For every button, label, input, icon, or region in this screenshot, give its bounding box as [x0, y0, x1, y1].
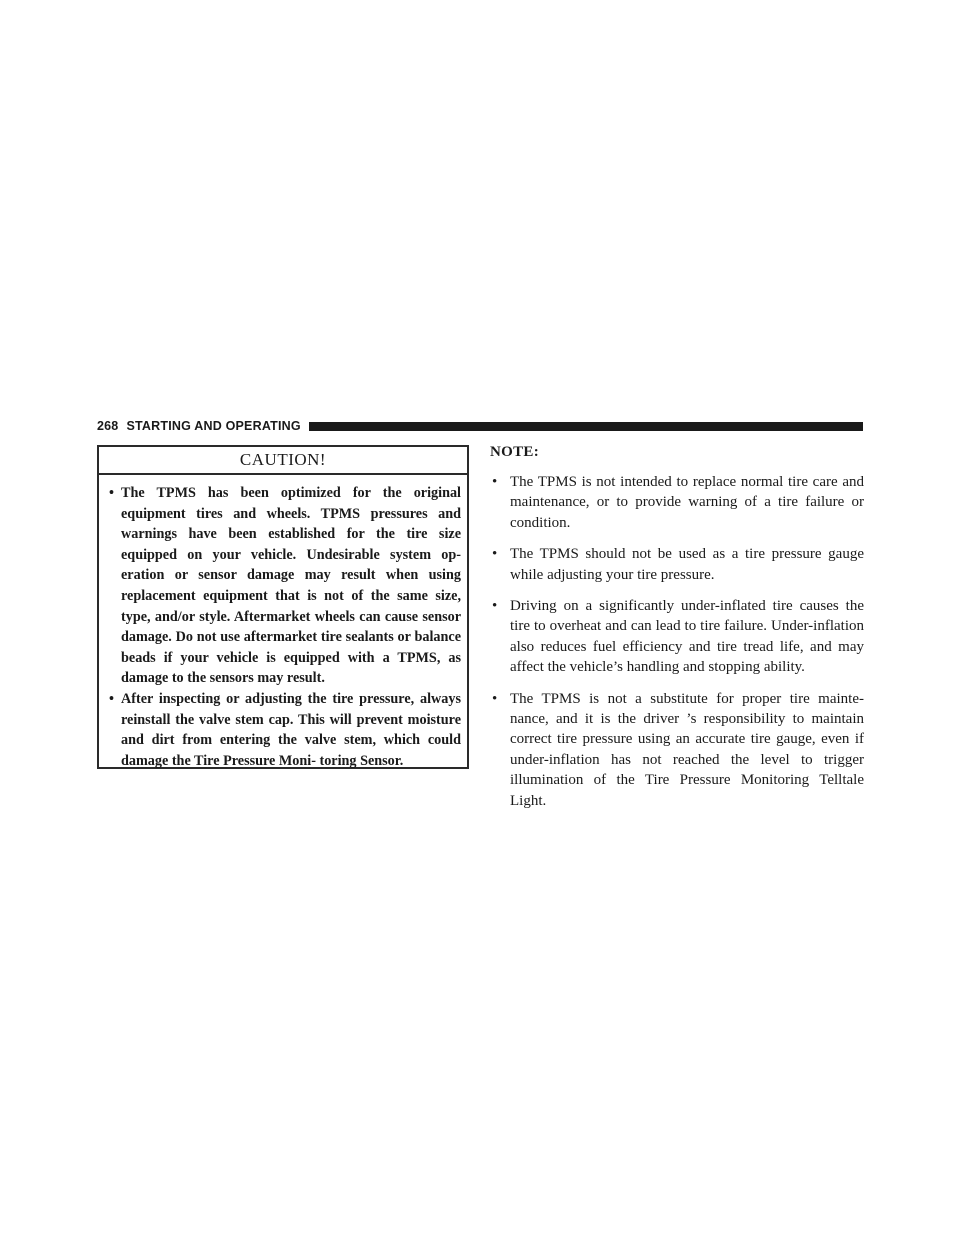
note-item — [490, 689, 864, 811]
note-item-text: Driving on a significantly under-inflated tire causes the tire to overheat and can lead to tire failure. Under-inflation also reduces fuel efficiency and tire tread life, and may affect the vehicle’s handling and stopping ability. — [510, 598, 864, 676]
page-number: 268 — [97, 419, 119, 433]
bullet-icon: • — [492, 546, 498, 563]
caution-list — [99, 475, 467, 771]
note-item — [490, 544, 864, 585]
caution-box — [97, 445, 469, 769]
note-label: NOTE: — [490, 444, 540, 460]
caution-item-text: After inspecting or adjusting the tire pressure, always reinstall the valve stem cap. This will prevent moisture and dirt from entering the valve stem, which could damage the Tire Pressure Moni- toring Sensor. — [121, 690, 461, 769]
section-title: STARTING AND OPERATING — [126, 419, 301, 433]
note-list — [490, 472, 864, 811]
note-item-text: The TPMS is not intended to replace normal tire care and maintenance, or to provide warning of a tire failure or condition. — [510, 474, 864, 531]
bullet-icon: • — [492, 598, 498, 615]
bullet-icon: • — [109, 690, 114, 707]
caution-item — [109, 483, 461, 689]
caution-item-text: The TPMS has been optimized for the original equipment tires and wheels. TPMS pressures and warnings have been established for the tire size equipped on your vehicle. Undesirable system op- eration or sensor damage may result when using replacement equipment that is not of the same size, type, and/or style. Aftermarket wheels can cause sensor damage. Do not use aftermarket tire sealants or balance beads if your vehicle is equipped with a TPMS, as damage to the sensors may result. — [121, 485, 461, 687]
note-section — [490, 442, 864, 822]
note-item-text: The TPMS is not a substitute for proper tire mainte- nance, and it is the driver ’s responsibility to maintain correct tire pressure using an accurate tire gauge, even if under-inflation has not reached the level to trigger illumination of the Tire Pressure Monitoring Telltale Light. — [510, 690, 864, 809]
note-item — [490, 472, 864, 533]
bullet-icon: • — [109, 485, 114, 501]
page-header — [97, 419, 863, 433]
bullet-icon: • — [492, 474, 498, 490]
note-item-text: The TPMS should not be used as a tire pressure gauge while adjusting your tire pressure. — [510, 546, 864, 583]
header-rule — [309, 422, 863, 431]
caution-item — [109, 689, 461, 771]
bullet-icon: • — [492, 690, 498, 707]
note-item — [490, 596, 864, 678]
caution-title: CAUTION! — [99, 447, 467, 475]
